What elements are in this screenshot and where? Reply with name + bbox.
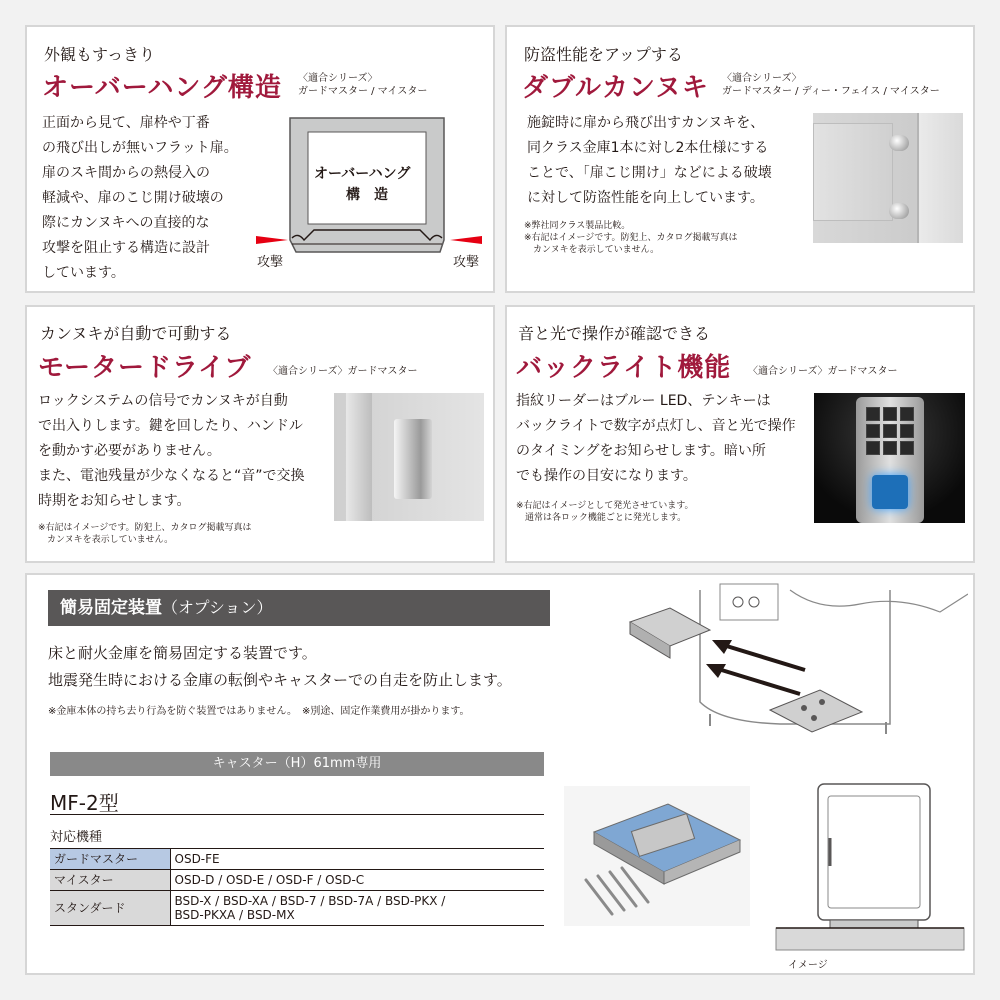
models-cell (170, 849, 544, 870)
body-line: 同クラス金庫1本に対し2本仕様にする (527, 140, 769, 156)
bolt-upper-shape (889, 135, 909, 151)
bolt-shape (394, 419, 432, 499)
bolt-icon (819, 699, 825, 705)
kit-bolts (586, 868, 648, 914)
floor-fixing-illustration (770, 776, 970, 958)
keypad-key (883, 424, 897, 438)
models-cell (170, 870, 544, 891)
note-line: ※右記はイメージです。防犯上、カタログ掲載写真は (38, 523, 252, 533)
body-line: を動かす必要がありません。 (38, 443, 221, 459)
models-line: BSD-PKXA / BSD-MX (174, 908, 295, 922)
compat-label: 対応機種 (50, 830, 103, 845)
body-line: 地震発生時における金庫の転倒やキャスターでの自走を防止します。 (48, 671, 512, 689)
series-cell: マイスター (50, 870, 170, 891)
bolt-icon (801, 705, 807, 711)
keypad-key (866, 407, 880, 421)
overhang-eyebrow: 外観もすっきり (44, 45, 156, 64)
motor-notes (38, 522, 328, 546)
motor-photo (334, 393, 484, 521)
motor-headline: モータードライブ (38, 353, 252, 383)
keypad-grid (866, 407, 914, 455)
series-cell: ガードマスター (50, 849, 170, 870)
double-bolt-series-models: ガードマスター / ディー・フェイス / マイスター (722, 86, 940, 97)
keypad-key (866, 424, 880, 438)
fixing-kit-illustration (564, 786, 750, 926)
body-line: の飛び出しが無いフラット扉。 (42, 140, 238, 156)
fingerprint-reader-shape (872, 475, 908, 509)
body-line: のタイミングをお知らせします。暗い所 (516, 443, 766, 459)
series-cell: スタンダード (50, 891, 170, 926)
fixing-title: 簡易固定装置 (60, 598, 162, 618)
backlight-headline: バックライト機能 (516, 353, 732, 383)
fixing-install-illustration (600, 582, 968, 778)
floor-shape (776, 928, 964, 950)
double-bolt-series-label: 〈適合シリーズ〉 (722, 73, 802, 84)
body-line: 攻撃を阻止する構造に設計 (42, 240, 210, 256)
keypad-key (883, 441, 897, 455)
fixing-title-option: （オプション） (162, 598, 273, 617)
overhang-series-label: 〈適合シリーズ〉 (298, 73, 378, 84)
body-line: 軽減や、扉のこじ開け破壊の (42, 190, 224, 206)
fixing-kit-photo (564, 786, 750, 926)
keypad-key (900, 441, 914, 455)
body-line: しています。 (42, 265, 125, 281)
backlight-notes (516, 500, 816, 524)
model-name: MF-2型 (50, 791, 119, 815)
fixing-body (48, 640, 512, 694)
body-line: 施錠時に扉から飛び出すカンヌキを、 (527, 115, 765, 131)
fixing-note: ※金庫本体の持ち去り行為を防ぐ装置ではありません。 ※別途、固定作業費用が掛かります。 (48, 706, 470, 717)
safe-body-shape (818, 784, 930, 920)
attack-label-left: 攻撃 (257, 255, 284, 270)
keypad-key (900, 424, 914, 438)
models-line: OSD-D / OSD-E / OSD-F / OSD-C (174, 873, 365, 887)
attack-arrow-right (450, 236, 482, 244)
kit-bolt (610, 872, 636, 906)
note-line: ※弊社同クラス製品比較。 (524, 221, 631, 231)
keypad-key (866, 441, 880, 455)
keypad-key (900, 407, 914, 421)
body-line: 扉のスキ間からの熱侵入の (42, 165, 210, 181)
bolt-lower-shape (889, 203, 909, 219)
safe-top-edge (790, 590, 968, 612)
body-line: ロックシステムの信号でカンヌキが自動 (38, 393, 288, 409)
compat-table (50, 848, 544, 926)
image-caption: イメージ (788, 960, 828, 971)
double-bolt-notes (524, 220, 814, 256)
body-line: 指紋リーダーはブルー LED、テンキーは (516, 393, 771, 409)
double-bolt-eyebrow: 防盗性能をアップする (524, 45, 683, 64)
table-row (50, 870, 544, 891)
safe-base-shape (830, 920, 918, 928)
motor-series: 〈適合シリーズ〉ガードマスター (268, 366, 418, 377)
attack-arrow-left (256, 236, 288, 244)
kit-bolt (586, 880, 612, 914)
motor-body (38, 389, 333, 514)
model-underline (50, 814, 544, 815)
kit-bolt (598, 876, 624, 910)
overhang-headline: オーバーハング構造 (42, 73, 282, 103)
direction-arrow (715, 668, 800, 694)
attack-label-right: 攻撃 (453, 255, 480, 270)
backlight-series: 〈適合シリーズ〉ガードマスター (748, 366, 898, 377)
caster-bar: キャスター（H）61mm専用 (50, 752, 544, 776)
overhang-series-models: ガードマスター / マイスター (298, 86, 428, 97)
note-line: 通常は各ロック機能ごとに発光します。 (516, 513, 687, 523)
door-edge-shape (813, 123, 893, 221)
fixing-plate-right (770, 690, 862, 732)
overhang-diagram-label-1: オーバーハング (314, 166, 411, 182)
double-bolt-photo (813, 113, 963, 243)
models-line: BSD-X / BSD-XA / BSD-7 / BSD-7A / BSD-PKX / (174, 894, 446, 908)
body-line: 床と耐火金庫を簡易固定する装置です。 (48, 644, 317, 662)
body-line: でも操作の目安になります。 (516, 468, 697, 484)
fixing-title-bar (48, 590, 550, 626)
overhang-body (42, 111, 252, 286)
table-row (50, 849, 544, 870)
backlight-photo (814, 393, 965, 523)
body-line: 際にカンヌキへの直接的な (42, 215, 210, 231)
backlight-body (516, 389, 816, 489)
note-line: ※右記はイメージです。防犯上、カタログ掲載写真は (524, 233, 738, 243)
body-line: 時期をお知らせします。 (38, 493, 191, 509)
frame-edge-shape (917, 113, 963, 243)
models-line: OSD-FE (174, 852, 220, 866)
keypad-key (883, 407, 897, 421)
table-row (50, 891, 544, 926)
body-line: また、電池残量が少なくなると“音”で交換 (38, 468, 305, 484)
body-line: で出入りします。鍵を回したり、ハンドル (38, 418, 303, 434)
note-line: カンヌキを表示していません。 (524, 245, 660, 255)
body-line: バックライトで数字が点灯し、音と光で操作 (516, 418, 796, 434)
door-edge-shape (346, 393, 372, 521)
double-bolt-headline: ダブルカンヌキ (522, 73, 709, 103)
body-line: ことで、「扉こじ開け」などによる破壊 (527, 165, 772, 181)
backlight-eyebrow: 音と光で操作が確認できる (518, 324, 711, 343)
double-bolt-body (527, 111, 812, 211)
overhang-diagram-label-2: 構 造 (346, 187, 388, 203)
bolt-icon (811, 715, 817, 721)
note-line: カンヌキを表示していません。 (38, 535, 174, 545)
body-line: 正面から見て、扉枠や丁番 (42, 115, 210, 131)
models-cell (170, 891, 544, 926)
body-line: に対して防盗性能を向上しています。 (527, 190, 764, 206)
note-line: ※右記はイメージとして発光させています。 (516, 501, 694, 511)
direction-arrow (720, 644, 805, 670)
motor-eyebrow: カンヌキが自動で可動する (40, 324, 232, 343)
